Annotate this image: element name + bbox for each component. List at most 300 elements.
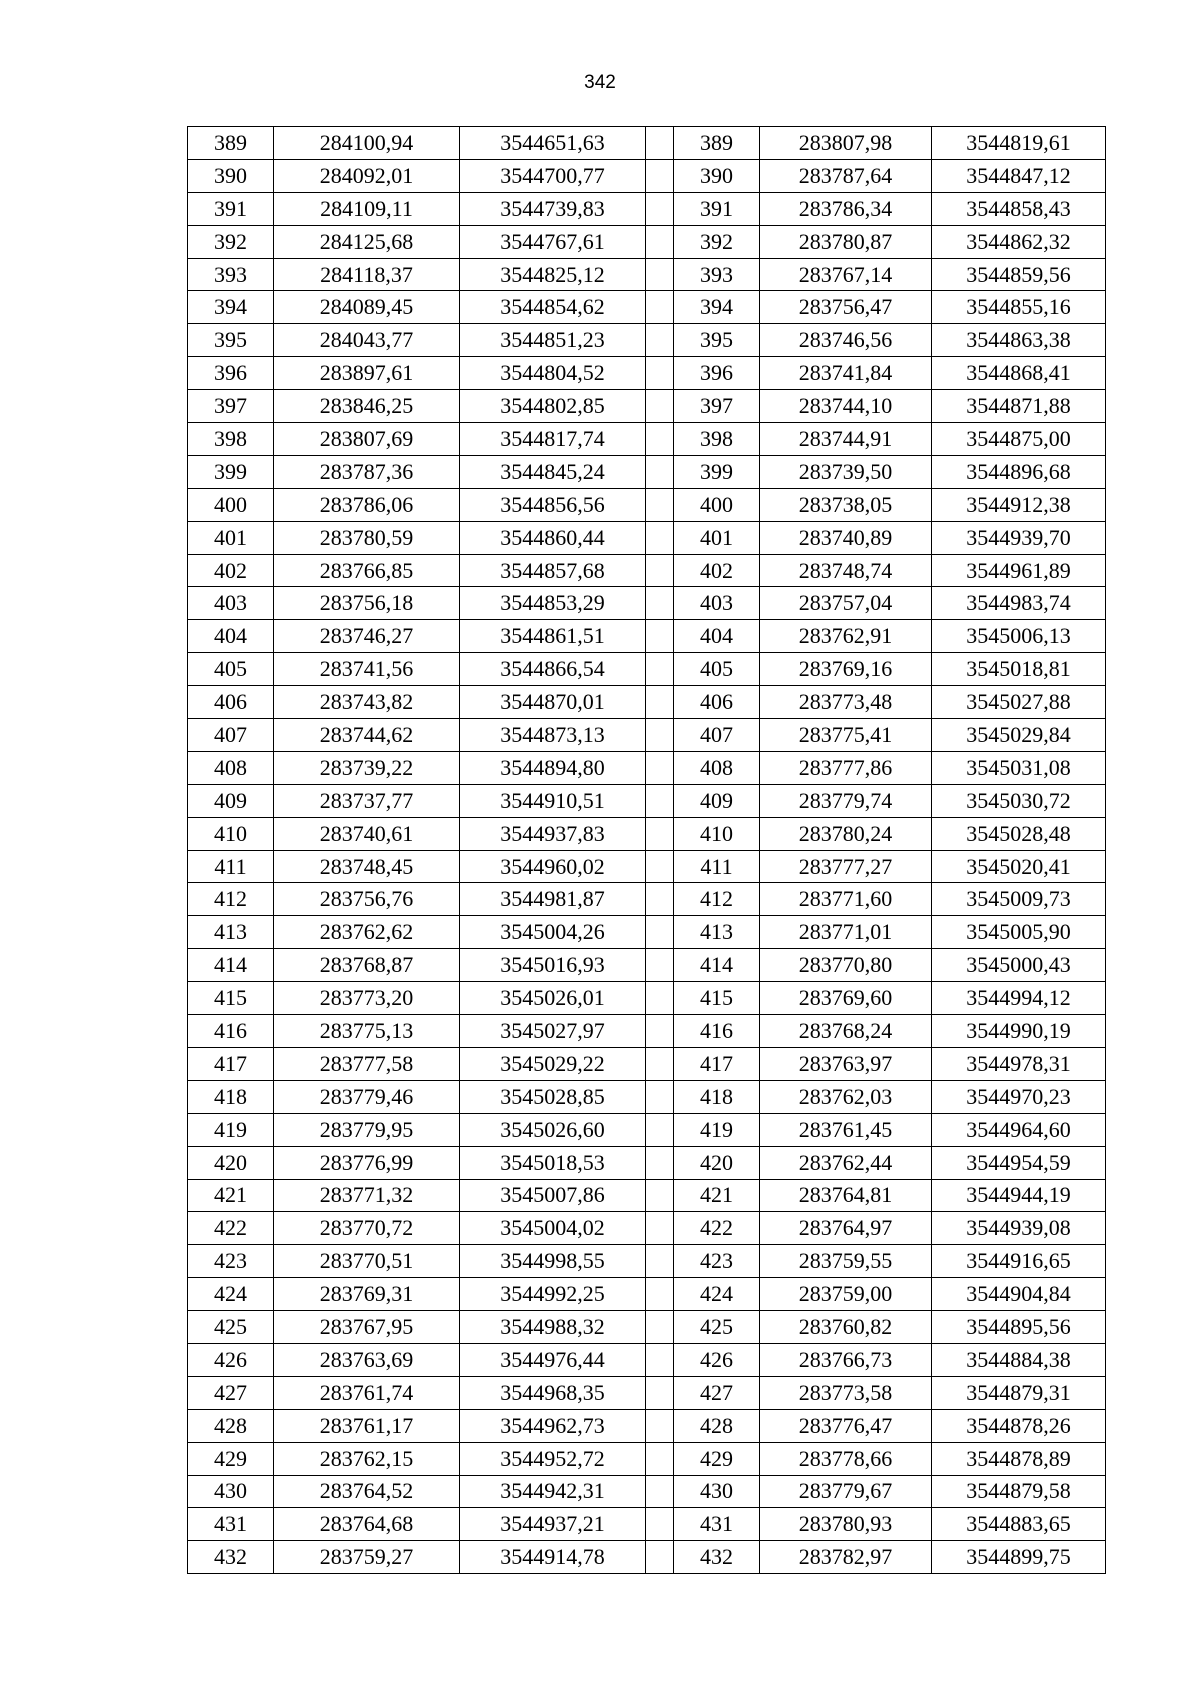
x-coordinate-left: 283764,52 (274, 1475, 460, 1508)
point-number-left: 415 (188, 982, 274, 1015)
point-number-right: 389 (674, 127, 760, 160)
y-coordinate-right: 3544964,60 (932, 1113, 1106, 1146)
table-row (188, 751, 1106, 784)
y-coordinate-left: 3545029,22 (460, 1047, 646, 1080)
x-coordinate-left: 284089,45 (274, 291, 460, 324)
y-coordinate-left: 3544767,61 (460, 225, 646, 258)
x-coordinate-left: 283787,36 (274, 455, 460, 488)
point-number-left: 420 (188, 1146, 274, 1179)
spacer-cell (646, 751, 674, 784)
y-coordinate-left: 3544856,56 (460, 488, 646, 521)
x-coordinate-right: 283769,60 (760, 982, 932, 1015)
y-coordinate-right: 3545005,90 (932, 916, 1106, 949)
point-number-left: 412 (188, 883, 274, 916)
spacer-cell (646, 1376, 674, 1409)
spacer-cell (646, 1442, 674, 1475)
y-coordinate-left: 3545027,97 (460, 1015, 646, 1048)
x-coordinate-left: 283740,61 (274, 817, 460, 850)
y-coordinate-left: 3545016,93 (460, 949, 646, 982)
point-number-right: 426 (674, 1343, 760, 1376)
point-number-right: 391 (674, 192, 760, 225)
x-coordinate-left: 283761,17 (274, 1409, 460, 1442)
point-number-left: 401 (188, 521, 274, 554)
point-number-left: 429 (188, 1442, 274, 1475)
y-coordinate-left: 3545026,60 (460, 1113, 646, 1146)
x-coordinate-right: 283779,74 (760, 784, 932, 817)
point-number-right: 422 (674, 1212, 760, 1245)
y-coordinate-right: 3544983,74 (932, 587, 1106, 620)
y-coordinate-right: 3544855,16 (932, 291, 1106, 324)
spacer-cell (646, 488, 674, 521)
y-coordinate-left: 3544802,85 (460, 390, 646, 423)
page-number: 342 (584, 72, 616, 93)
table-row (188, 192, 1106, 225)
table-row (188, 1015, 1106, 1048)
spacer-cell (646, 1179, 674, 1212)
spacer-cell (646, 916, 674, 949)
y-coordinate-left: 3544825,12 (460, 258, 646, 291)
x-coordinate-right: 283744,10 (760, 390, 932, 423)
y-coordinate-left: 3544976,44 (460, 1343, 646, 1376)
point-number-right: 420 (674, 1146, 760, 1179)
x-coordinate-left: 283762,62 (274, 916, 460, 949)
y-coordinate-right: 3544899,75 (932, 1541, 1106, 1574)
y-coordinate-right: 3544895,56 (932, 1311, 1106, 1344)
y-coordinate-right: 3545028,48 (932, 817, 1106, 850)
table-row (188, 1179, 1106, 1212)
y-coordinate-left: 3544937,21 (460, 1508, 646, 1541)
x-coordinate-right: 283778,66 (760, 1442, 932, 1475)
y-coordinate-right: 3545000,43 (932, 949, 1106, 982)
table-row (188, 1409, 1106, 1442)
x-coordinate-right: 283769,16 (760, 653, 932, 686)
point-number-left: 422 (188, 1212, 274, 1245)
x-coordinate-right: 283780,93 (760, 1508, 932, 1541)
y-coordinate-right: 3544961,89 (932, 554, 1106, 587)
x-coordinate-left: 284092,01 (274, 159, 460, 192)
y-coordinate-left: 3544700,77 (460, 159, 646, 192)
x-coordinate-left: 283737,77 (274, 784, 460, 817)
x-coordinate-left: 283759,27 (274, 1541, 460, 1574)
x-coordinate-left: 283756,76 (274, 883, 460, 916)
table-row (188, 488, 1106, 521)
x-coordinate-left: 283771,32 (274, 1179, 460, 1212)
point-number-left: 411 (188, 850, 274, 883)
x-coordinate-right: 283764,97 (760, 1212, 932, 1245)
y-coordinate-right: 3544871,88 (932, 390, 1106, 423)
point-number-left: 405 (188, 653, 274, 686)
x-coordinate-right: 283777,27 (760, 850, 932, 883)
x-coordinate-right: 283777,86 (760, 751, 932, 784)
point-number-right: 395 (674, 324, 760, 357)
table-row (188, 982, 1106, 1015)
y-coordinate-left: 3544952,72 (460, 1442, 646, 1475)
point-number-right: 430 (674, 1475, 760, 1508)
point-number-left: 404 (188, 620, 274, 653)
table-row (188, 784, 1106, 817)
spacer-cell (646, 159, 674, 192)
table-row (188, 324, 1106, 357)
x-coordinate-right: 283762,44 (760, 1146, 932, 1179)
y-coordinate-right: 3545030,72 (932, 784, 1106, 817)
point-number-left: 398 (188, 423, 274, 456)
y-coordinate-right: 3544939,08 (932, 1212, 1106, 1245)
point-number-left: 424 (188, 1278, 274, 1311)
y-coordinate-right: 3544878,26 (932, 1409, 1106, 1442)
point-number-right: 393 (674, 258, 760, 291)
x-coordinate-left: 283761,74 (274, 1376, 460, 1409)
y-coordinate-right: 3544875,00 (932, 423, 1106, 456)
x-coordinate-left: 283770,51 (274, 1245, 460, 1278)
point-number-left: 423 (188, 1245, 274, 1278)
x-coordinate-left: 283777,58 (274, 1047, 460, 1080)
y-coordinate-left: 3545028,85 (460, 1080, 646, 1113)
y-coordinate-right: 3544863,38 (932, 324, 1106, 357)
x-coordinate-right: 283780,87 (760, 225, 932, 258)
point-number-right: 390 (674, 159, 760, 192)
table-row (188, 620, 1106, 653)
x-coordinate-right: 283763,97 (760, 1047, 932, 1080)
point-number-right: 413 (674, 916, 760, 949)
spacer-cell (646, 127, 674, 160)
y-coordinate-left: 3544910,51 (460, 784, 646, 817)
y-coordinate-right: 3545018,81 (932, 653, 1106, 686)
point-number-left: 409 (188, 784, 274, 817)
y-coordinate-left: 3545026,01 (460, 982, 646, 1015)
x-coordinate-right: 283741,84 (760, 357, 932, 390)
table-row (188, 554, 1106, 587)
x-coordinate-right: 283748,74 (760, 554, 932, 587)
x-coordinate-right: 283760,82 (760, 1311, 932, 1344)
x-coordinate-left: 283780,59 (274, 521, 460, 554)
table-row (188, 291, 1106, 324)
y-coordinate-right: 3544847,12 (932, 159, 1106, 192)
point-number-right: 403 (674, 587, 760, 620)
y-coordinate-left: 3544851,23 (460, 324, 646, 357)
x-coordinate-left: 283767,95 (274, 1311, 460, 1344)
point-number-left: 395 (188, 324, 274, 357)
spacer-cell (646, 982, 674, 1015)
point-number-right: 397 (674, 390, 760, 423)
x-coordinate-right: 283779,67 (760, 1475, 932, 1508)
spacer-cell (646, 949, 674, 982)
spacer-cell (646, 1343, 674, 1376)
spacer-cell (646, 850, 674, 883)
point-number-left: 431 (188, 1508, 274, 1541)
y-coordinate-left: 3544998,55 (460, 1245, 646, 1278)
y-coordinate-right: 3544916,65 (932, 1245, 1106, 1278)
spacer-cell (646, 784, 674, 817)
x-coordinate-left: 283846,25 (274, 390, 460, 423)
y-coordinate-left: 3544845,24 (460, 455, 646, 488)
x-coordinate-right: 283767,14 (760, 258, 932, 291)
point-number-left: 402 (188, 554, 274, 587)
point-number-left: 407 (188, 719, 274, 752)
y-coordinate-left: 3545007,86 (460, 1179, 646, 1212)
y-coordinate-left: 3544651,63 (460, 127, 646, 160)
y-coordinate-right: 3544868,41 (932, 357, 1106, 390)
spacer-cell (646, 554, 674, 587)
y-coordinate-left: 3544914,78 (460, 1541, 646, 1574)
point-number-left: 432 (188, 1541, 274, 1574)
y-coordinate-right: 3544994,12 (932, 982, 1106, 1015)
x-coordinate-left: 283897,61 (274, 357, 460, 390)
point-number-right: 401 (674, 521, 760, 554)
spacer-cell (646, 455, 674, 488)
spacer-cell (646, 1475, 674, 1508)
point-number-left: 389 (188, 127, 274, 160)
table-row (188, 1541, 1106, 1574)
table-row (188, 1080, 1106, 1113)
spacer-cell (646, 1047, 674, 1080)
point-number-right: 421 (674, 1179, 760, 1212)
spacer-cell (646, 653, 674, 686)
spacer-cell (646, 1113, 674, 1146)
x-coordinate-left: 283744,62 (274, 719, 460, 752)
x-coordinate-right: 283762,03 (760, 1080, 932, 1113)
point-number-right: 417 (674, 1047, 760, 1080)
point-number-right: 405 (674, 653, 760, 686)
point-number-left: 390 (188, 159, 274, 192)
table-row (188, 653, 1106, 686)
coordinates-table-body (188, 127, 1106, 1574)
x-coordinate-left: 284118,37 (274, 258, 460, 291)
x-coordinate-right: 283762,91 (760, 620, 932, 653)
x-coordinate-right: 283773,48 (760, 686, 932, 719)
y-coordinate-left: 3544988,32 (460, 1311, 646, 1344)
x-coordinate-right: 283759,55 (760, 1245, 932, 1278)
spacer-cell (646, 423, 674, 456)
table-row (188, 455, 1106, 488)
x-coordinate-right: 283746,56 (760, 324, 932, 357)
spacer-cell (646, 817, 674, 850)
y-coordinate-right: 3545009,73 (932, 883, 1106, 916)
y-coordinate-right: 3544883,65 (932, 1508, 1106, 1541)
point-number-right: 423 (674, 1245, 760, 1278)
y-coordinate-left: 3544861,51 (460, 620, 646, 653)
point-number-right: 411 (674, 850, 760, 883)
point-number-left: 418 (188, 1080, 274, 1113)
spacer-cell (646, 390, 674, 423)
table-row (188, 916, 1106, 949)
y-coordinate-left: 3544804,52 (460, 357, 646, 390)
table-row (188, 817, 1106, 850)
table-row (188, 1146, 1106, 1179)
point-number-right: 431 (674, 1508, 760, 1541)
x-coordinate-left: 283768,87 (274, 949, 460, 982)
x-coordinate-left: 283766,85 (274, 554, 460, 587)
x-coordinate-left: 283773,20 (274, 982, 460, 1015)
spacer-cell (646, 1080, 674, 1113)
x-coordinate-left: 283762,15 (274, 1442, 460, 1475)
y-coordinate-left: 3544866,54 (460, 653, 646, 686)
table-row (188, 1508, 1106, 1541)
x-coordinate-left: 283743,82 (274, 686, 460, 719)
point-number-right: 404 (674, 620, 760, 653)
x-coordinate-right: 283776,47 (760, 1409, 932, 1442)
table-row (188, 686, 1106, 719)
spacer-cell (646, 1015, 674, 1048)
y-coordinate-left: 3544873,13 (460, 719, 646, 752)
point-number-right: 419 (674, 1113, 760, 1146)
y-coordinate-left: 3544870,01 (460, 686, 646, 719)
spacer-cell (646, 1311, 674, 1344)
point-number-left: 400 (188, 488, 274, 521)
point-number-right: 407 (674, 719, 760, 752)
point-number-right: 432 (674, 1541, 760, 1574)
point-number-left: 426 (188, 1343, 274, 1376)
y-coordinate-right: 3544990,19 (932, 1015, 1106, 1048)
x-coordinate-left: 283770,72 (274, 1212, 460, 1245)
x-coordinate-left: 284043,77 (274, 324, 460, 357)
point-number-left: 428 (188, 1409, 274, 1442)
table-row (188, 1475, 1106, 1508)
y-coordinate-left: 3544894,80 (460, 751, 646, 784)
x-coordinate-right: 283756,47 (760, 291, 932, 324)
x-coordinate-right: 283787,64 (760, 159, 932, 192)
x-coordinate-right: 283786,34 (760, 192, 932, 225)
x-coordinate-left: 284125,68 (274, 225, 460, 258)
x-coordinate-left: 283779,95 (274, 1113, 460, 1146)
x-coordinate-left: 283756,18 (274, 587, 460, 620)
table-row (188, 357, 1106, 390)
table-row (188, 1278, 1106, 1311)
x-coordinate-right: 283780,24 (760, 817, 932, 850)
y-coordinate-left: 3545018,53 (460, 1146, 646, 1179)
point-number-left: 393 (188, 258, 274, 291)
table-row (188, 1212, 1106, 1245)
x-coordinate-left: 284100,94 (274, 127, 460, 160)
y-coordinate-left: 3544992,25 (460, 1278, 646, 1311)
x-coordinate-left: 283739,22 (274, 751, 460, 784)
point-number-right: 428 (674, 1409, 760, 1442)
point-number-right: 425 (674, 1311, 760, 1344)
x-coordinate-right: 283782,97 (760, 1541, 932, 1574)
point-number-left: 410 (188, 817, 274, 850)
point-number-left: 394 (188, 291, 274, 324)
point-number-right: 416 (674, 1015, 760, 1048)
x-coordinate-right: 283770,80 (760, 949, 932, 982)
y-coordinate-right: 3544970,23 (932, 1080, 1106, 1113)
point-number-right: 392 (674, 225, 760, 258)
point-number-right: 394 (674, 291, 760, 324)
x-coordinate-right: 283757,04 (760, 587, 932, 620)
x-coordinate-right: 283775,41 (760, 719, 932, 752)
spacer-cell (646, 521, 674, 554)
point-number-right: 424 (674, 1278, 760, 1311)
x-coordinate-right: 283761,45 (760, 1113, 932, 1146)
y-coordinate-right: 3545020,41 (932, 850, 1106, 883)
x-coordinate-right: 283759,00 (760, 1278, 932, 1311)
table-row (188, 850, 1106, 883)
x-coordinate-left: 283741,56 (274, 653, 460, 686)
point-number-left: 406 (188, 686, 274, 719)
point-number-left: 399 (188, 455, 274, 488)
table-row (188, 258, 1106, 291)
spacer-cell (646, 225, 674, 258)
y-coordinate-left: 3544739,83 (460, 192, 646, 225)
point-number-right: 415 (674, 982, 760, 1015)
table-row (188, 127, 1106, 160)
spacer-cell (646, 258, 674, 291)
spacer-cell (646, 324, 674, 357)
point-number-right: 402 (674, 554, 760, 587)
table-row (188, 423, 1106, 456)
table-row (188, 587, 1106, 620)
x-coordinate-right: 283764,81 (760, 1179, 932, 1212)
x-coordinate-right: 283807,98 (760, 127, 932, 160)
y-coordinate-right: 3544912,38 (932, 488, 1106, 521)
y-coordinate-right: 3544904,84 (932, 1278, 1106, 1311)
x-coordinate-left: 283769,31 (274, 1278, 460, 1311)
spacer-cell (646, 620, 674, 653)
y-coordinate-right: 3544879,31 (932, 1376, 1106, 1409)
x-coordinate-right: 283740,89 (760, 521, 932, 554)
y-coordinate-right: 3544896,68 (932, 455, 1106, 488)
y-coordinate-right: 3544819,61 (932, 127, 1106, 160)
table-row (188, 1376, 1106, 1409)
y-coordinate-left: 3544853,29 (460, 587, 646, 620)
y-coordinate-left: 3545004,02 (460, 1212, 646, 1245)
y-coordinate-right: 3544859,56 (932, 258, 1106, 291)
table-row (188, 949, 1106, 982)
spacer-cell (646, 1278, 674, 1311)
y-coordinate-right: 3544884,38 (932, 1343, 1106, 1376)
spacer-cell (646, 883, 674, 916)
point-number-left: 397 (188, 390, 274, 423)
spacer-cell (646, 719, 674, 752)
point-number-left: 421 (188, 1179, 274, 1212)
table-row (188, 1245, 1106, 1278)
x-coordinate-left: 283764,68 (274, 1508, 460, 1541)
y-coordinate-right: 3544858,43 (932, 192, 1106, 225)
x-coordinate-left: 283746,27 (274, 620, 460, 653)
table-row (188, 1442, 1106, 1475)
x-coordinate-left: 283775,13 (274, 1015, 460, 1048)
x-coordinate-left: 283763,69 (274, 1343, 460, 1376)
table-row (188, 390, 1106, 423)
point-number-right: 412 (674, 883, 760, 916)
y-coordinate-right: 3545031,08 (932, 751, 1106, 784)
y-coordinate-left: 3544860,44 (460, 521, 646, 554)
point-number-left: 403 (188, 587, 274, 620)
table-row (188, 883, 1106, 916)
y-coordinate-right: 3544954,59 (932, 1146, 1106, 1179)
point-number-right: 400 (674, 488, 760, 521)
spacer-cell (646, 1541, 674, 1574)
spacer-cell (646, 1508, 674, 1541)
point-number-right: 408 (674, 751, 760, 784)
y-coordinate-left: 3544937,83 (460, 817, 646, 850)
point-number-right: 406 (674, 686, 760, 719)
table-row (188, 1113, 1106, 1146)
point-number-left: 392 (188, 225, 274, 258)
spacer-cell (646, 1146, 674, 1179)
point-number-left: 416 (188, 1015, 274, 1048)
spacer-cell (646, 291, 674, 324)
x-coordinate-right: 283768,24 (760, 1015, 932, 1048)
point-number-left: 427 (188, 1376, 274, 1409)
point-number-right: 427 (674, 1376, 760, 1409)
point-number-right: 396 (674, 357, 760, 390)
x-coordinate-left: 283748,45 (274, 850, 460, 883)
y-coordinate-left: 3545004,26 (460, 916, 646, 949)
point-number-left: 414 (188, 949, 274, 982)
spacer-cell (646, 192, 674, 225)
x-coordinate-right: 283771,01 (760, 916, 932, 949)
point-number-left: 396 (188, 357, 274, 390)
table-row (188, 225, 1106, 258)
